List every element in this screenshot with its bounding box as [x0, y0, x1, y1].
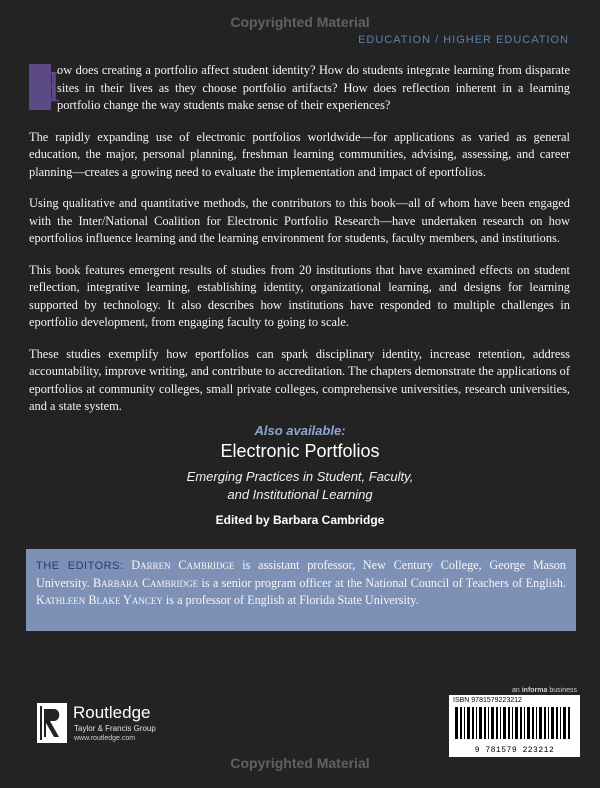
description	[29, 62, 570, 430]
dropcap: H	[29, 62, 61, 111]
copyright-watermark-top: Copyrighted Material	[230, 14, 370, 30]
editor-bio-2: is a senior program officer at the National Council of Teachers of English.	[198, 576, 566, 590]
barcode-bars	[455, 707, 574, 739]
publisher-url: www.routledge.com	[74, 735, 136, 742]
category-label: EDUCATION / HIGHER EDUCATION	[358, 34, 569, 46]
related-subtitle-line-2: and Institutional Learning	[227, 487, 373, 502]
paragraph-3: This book features emergent results of studies from 20 institutions that have examined effects on student reflection, integrative learning, establishing identity, organizational learning, and designs for learning supported by technology. It also describes how institutions have responded to multiple challenges in eportfolio development, from engaging faculty to going to scale.	[29, 262, 570, 329]
editor-name-3: Kathleen Blake Yancey	[36, 593, 163, 607]
paragraph-2: Using qualitative and quantitative methods, the contributors to this book—all of whom have been engaged with the Inter/National Coalition for Electronic Portfolio Research—have undertaken research on how eportfolios influence learning and the learning environment for students, faculty members, and institutions.	[29, 196, 570, 245]
intro-text: ow does creating a portfolio affect student identity? How do students integrate learning from disparate sites in their lives as they choose portfolio artifacts? How does reflection inherent in a learning portfolio change the way students make sense of their experiences?	[57, 63, 570, 112]
related-subtitle-line-1: Emerging Practices in Student, Faculty,	[186, 469, 414, 484]
editors-label: THE EDITORS:	[36, 560, 124, 572]
paragraph-4: These studies exemplify how eportfolios can spark disciplinary identity, increase retention, address accountability, improve writing, and contribute to accreditation. The chapters demonstrate the applications of eportfolios at community colleges, small private colleges, comprehensive universities, research universities, and a state system.	[29, 346, 570, 413]
publisher-group: Taylor & Francis Group	[74, 724, 156, 733]
related-book-title: Electronic Portfolios	[220, 441, 380, 461]
also-available-heading: Also available:	[254, 423, 346, 438]
editors-bio	[36, 557, 566, 609]
editor-name-2: Barbara Cambridge	[93, 576, 199, 590]
related-book-subtitle	[0, 468, 600, 504]
barcode	[449, 695, 580, 757]
isbn-text: ISBN 9781579223212	[453, 697, 522, 704]
intro-paragraph	[29, 62, 570, 115]
paragraph-1: The rapidly expanding use of electronic portfolios worldwide—for applications as varied as general education, the major, personal planning, freshman learning communities, advising, assessing, and career planning—creates a growing need to evaluate the implementation and impact of eportfolios.	[29, 129, 570, 179]
publisher-name: Routledge	[73, 703, 151, 722]
informa-prefix: an	[512, 687, 522, 694]
editor-bio-1: is assistant professor, New Century College, George Mason University.	[36, 558, 566, 590]
copyright-watermark-bottom: Copyrighted Material	[230, 755, 370, 771]
editor-bio-3: is a professor of English at Florida State University.	[162, 593, 419, 607]
editor-name-1: Darren Cambridge	[131, 558, 235, 572]
routledge-logo-icon	[37, 703, 67, 743]
related-book-editor: Edited by Barbara Cambridge	[215, 513, 385, 527]
informa-business-text	[512, 687, 577, 694]
informa-suffix: business	[547, 687, 577, 694]
informa-brand: informa	[521, 687, 548, 694]
barcode-digits: 9 781579 223212	[474, 746, 555, 755]
editors-box	[26, 549, 576, 631]
